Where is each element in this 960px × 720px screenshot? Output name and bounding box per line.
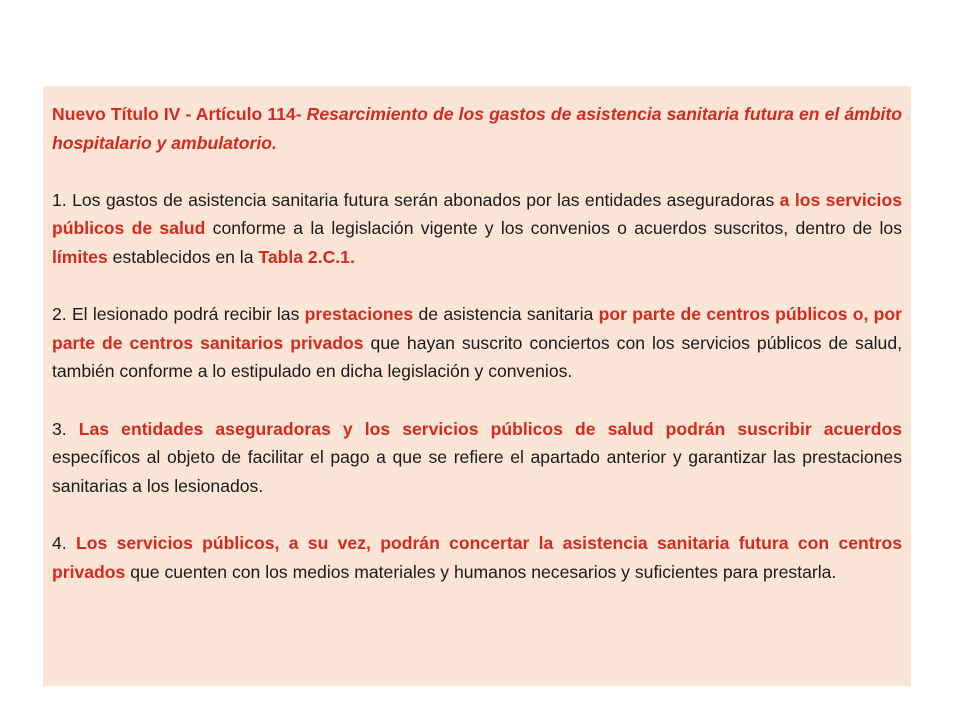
highlighted-text: Tabla 2.C.1. xyxy=(258,246,355,267)
article-paragraphs xyxy=(52,186,902,586)
body-text: conforme a la legislación vigente y los convenios o acuerdos suscritos, dentro de los xyxy=(205,218,902,239)
highlighted-text: a los servicios públicos de salud xyxy=(52,189,902,239)
highlighted-text: límites xyxy=(52,246,108,267)
article-paragraph-3 xyxy=(52,415,902,501)
article-text-box xyxy=(43,86,911,686)
article-title-heading: Resarcimiento de los gastos de asistencia sanitaria futura en el ámbito hospitalario y ambulatorio. xyxy=(52,104,903,153)
body-text: que cuenten con los medios materiales y humanos necesarios y suficientes para prestarla. xyxy=(125,561,837,582)
body-text: de asistencia sanitaria xyxy=(413,304,599,325)
article-title-number: Nuevo Título IV - Artículo 114- xyxy=(52,104,307,124)
highlighted-text: Los servicios públicos, a su vez, podrán concertar la asistencia sanitaria futura con centros privados xyxy=(52,532,902,582)
highlighted-text: Las entidades aseguradoras y los servicios públicos de salud podrán suscribir acuerdos xyxy=(78,418,902,439)
highlighted-text: prestaciones xyxy=(304,304,414,325)
body-text: 4. xyxy=(52,532,76,553)
body-text: 2. El lesionado podrá recibir las xyxy=(52,304,305,325)
body-text: establecidos en la xyxy=(107,246,259,267)
body-text: específicos al objeto de facilitar el pago a que se refiere el apartado anterior y garantizar las prestaciones sanitarias a los lesionados. xyxy=(52,447,902,496)
article-title xyxy=(52,100,902,157)
body-text: 1. Los gastos de asistencia sanitaria futura serán abonados por las entidades aseguradoras xyxy=(52,189,780,210)
article-paragraph-1 xyxy=(52,186,902,272)
body-text: que hayan suscrito conciertos con los servicios públicos de salud, también conforme a lo estipulado en dicha legislación y convenios. xyxy=(52,332,902,382)
article-paragraph-2 xyxy=(52,300,902,386)
article-paragraph-4 xyxy=(52,529,902,586)
highlighted-text: por parte de centros públicos o, por parte de centros sanitarios privados xyxy=(52,304,903,353)
body-text: 3. xyxy=(52,418,79,439)
